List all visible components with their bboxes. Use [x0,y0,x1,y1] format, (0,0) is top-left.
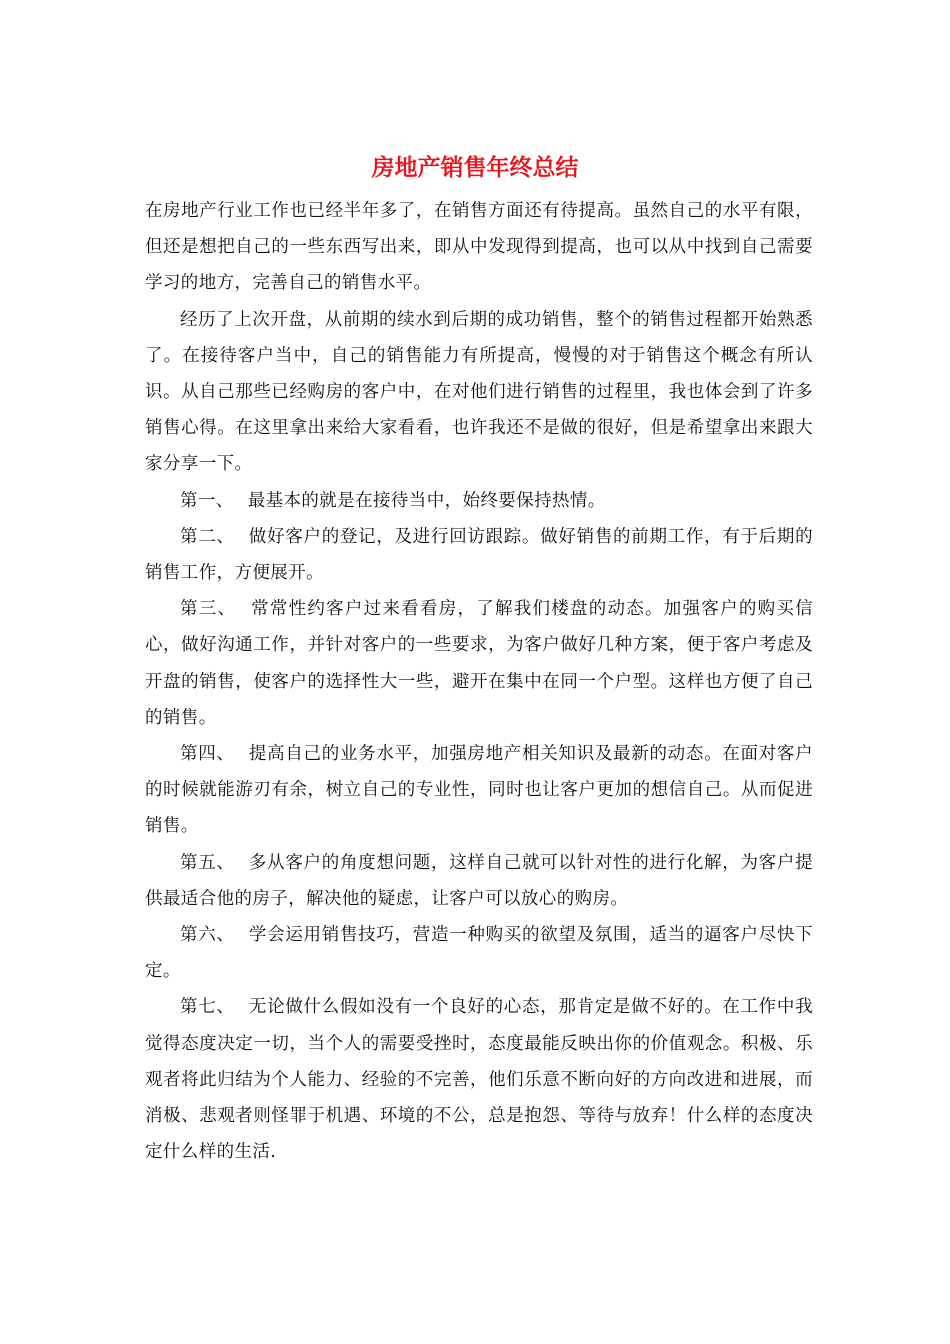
point-text: 常常性约客户过来看看房，了解我们楼盘的动态。加强客户的购买信心，做好沟通工作，并针对客户的一些要求，为客户做好几种方案，便于客户考虑及开盘的销售，使客户的选择性大一些，避开在集中在同一个户型。这样也方便了自己的销售。 [145,599,814,728]
point-label: 第二、 [180,526,235,547]
point-label: 第一、 [180,490,234,511]
point-paragraph-1 [145,483,813,519]
point-label: 第六、 [180,925,235,946]
point-paragraph-6 [145,917,813,989]
point-paragraph-3 [145,591,813,736]
document-title: 房地产销售年终总结 [371,154,579,181]
point-text: 学会运用销售技巧，营造一种购买的欲望及氛围，适当的逼客户尽快下定。 [145,925,813,982]
document-body [145,193,813,1170]
intro-paragraph-2: 经历了上次开盘，从前期的续水到后期的成功销售，整个的销售过程都开始熟悉了。在接待客户当中，自己的销售能力有所提高，慢慢的对于销售这个概念有所认识。从自己那些已经购房的客户中，在对他们进行销售的过程里，我也体会到了许多销售心得。在这里拿出来给大家看看，也许我还不是做的很好，但是希望拿出来跟大家分享一下。 [145,309,813,475]
point-paragraph-7 [145,989,813,1170]
point-label: 第五、 [180,852,235,873]
point-label: 第七、 [180,997,235,1018]
point-text: 最基本的就是在接待当中，始终要保持热情。 [247,490,606,511]
point-label: 第四、 [180,744,235,765]
point-paragraph-4 [145,736,813,845]
point-text: 做好客户的登记，及进行回访跟踪。做好销售的前期工作，有于后期的销售工作，方便展开。 [145,526,813,584]
point-paragraph-2 [145,519,813,591]
intro-paragraph-1: 在房地产行业工作也已经半年多了，在销售方面还有待提高。虽然自己的水平有限，但还是想把自己的一些东西写出来，即从中发现得到提高，也可以从中找到自己需要学习的地方，完善自己的销售水平。 [145,201,813,294]
point-paragraph-5 [145,845,813,917]
point-text: 无论做什么假如没有一个良好的心态，那肯定是做不好的。在工作中我觉得态度决定一切，当个人的需要受挫时，态度最能反映出你的价值观念。积极、乐观者将此归结为个人能力、经验的不完善，他们乐意不断向好的方向改进和进展，而消极、悲观者则怪罪于机遇、环境的不公，总是抱怨、等待与放弃！什么样的态度决定什么样的生活. [145,997,813,1163]
point-text: 多从客户的角度想问题，这样自己就可以针对性的进行化解，为客户提供最适合他的房子，解决他的疑虑，让客户可以放心的购房。 [145,852,813,909]
point-text: 提高自己的业务水平，加强房地产相关知识及最新的动态。在面对客户的时候就能游刃有余，树立自己的专业性，同时也让客户更加的想信自己。从而促进销售。 [145,744,813,837]
point-label: 第三、 [180,599,237,620]
